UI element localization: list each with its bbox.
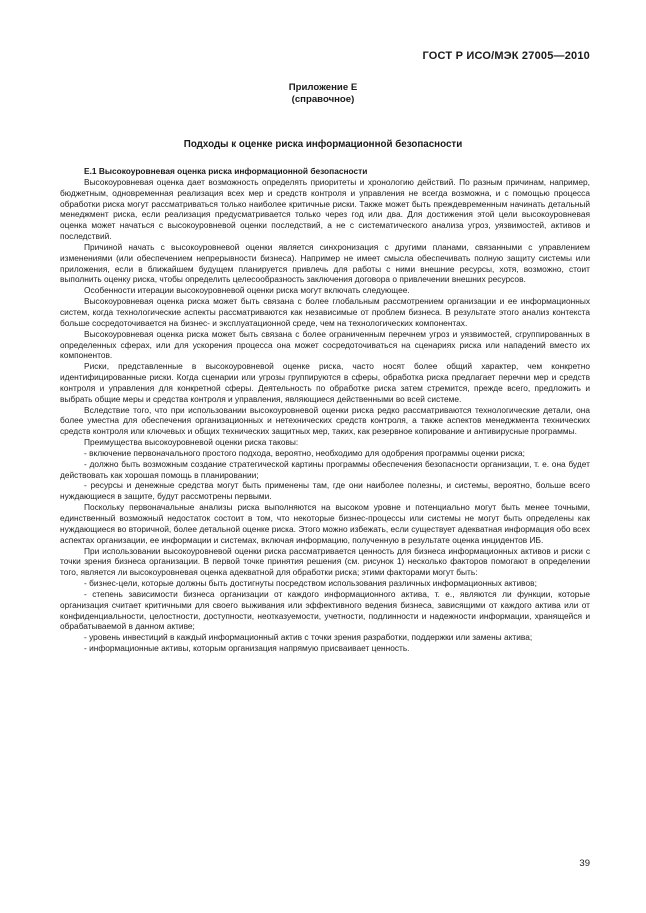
paragraph: Поскольку первоначальные анализы риска выполняются на высоком уровне и потенциально могут быть менее точными, единственный возможный недостаток состоит в том, что некоторые бизнес-процессы или системы не могут быть определены как нуждающиеся во вторичной, более детальной оценке риска. Этого можно избежать, если существует адекватная информация обо всех аспектах организации, ее информации и системах, включая информацию, полученную в результате оценка инцидентов ИБ. <box>60 502 590 545</box>
paragraph: Высокоуровневая оценка риска может быть связана с более глобальным рассмотрением организации и ее информационных систем, когда технологические аспекты рассматриваются как независимые от проблем бизнеса. В результате этого анализ контекста больше сосредоточивается на бизнес- и эксплуатационной среде, чем на технологических компонентах. <box>60 296 590 328</box>
page-number: 39 <box>579 858 590 869</box>
paragraph: Высокоуровневая оценка риска может быть связана с более ограниченным перечнем угроз и уязвимостей, сгруппированных в определенных сферах, или для ускорения процесса она может сосредоточиваться на сценариях риска или нападений вместо их компонентов. <box>60 328 590 361</box>
body-text <box>60 166 590 654</box>
paragraph: Риски, представленные в высокоуровневой оценке риска, часто носят более общий характер, чем конкретно идентифицированные риски. Когда сценарии или угрозы группируются в сферы, обработка риска предлагает перечни мер и средств контроля и управления для конкретной сферы. Деятельность по обработке риска затем стремится, прежде всего, предложить и выбрать общие меры и средства контроля и управления, являющиеся действенными во всей системе. <box>60 361 590 404</box>
paragraph: Вследствие того, что при использовании высокоуровневой оценки риска редко рассматриваются технологические детали, она более уместна для обеспечения организационных и нетехнических средств контроля, а также аспектов менеджмента технических средств контроля или ключевых и общих технических защитных мер, таких, как резервное копирование и антивирусные программы. <box>60 404 590 437</box>
paragraph: Высокоуровневая оценка дает возможность определять приоритеты и хронологию действий. По разным причинам, например, бюджетным, одновременная реализация всех мер и средств контроля и управления не всегда возможна, и с помощью процесса обработки риска могут рассматриваться только наиболее критичные риски. Также может быть преждевременным начинать детальный менеджмент риска, если реализация предусматривается только через год или два. Для достижения этой цели высокоуровневая оценка может начаться с высокоуровневой оценки последствий, а не с систематического анализа угроз, уязвимостей, активов и последствий. <box>60 176 590 242</box>
appendix-title: Приложение Е <box>288 82 358 93</box>
paragraph: При использовании высокоуровневой оценки риска рассматривается ценность для бизнеса информационных активов и риски с точки зрения бизнеса организации. В первой точке принятия решения (см. рисунок 1) несколько факторов помогают в определении того, является ли высокоуровневая оценка адекватной для обработки риска; этими факторами могут быть: <box>60 545 590 578</box>
main-title: Подходы к оценке риска информационной безопасности <box>183 139 463 150</box>
list-item: - должно быть возможным создание стратегической картины программы обеспечения безопасности организации, т. е. она будет действовать как хорошая помощь в планировании; <box>60 458 590 480</box>
paragraph: Особенности итерации высокоуровневой оценки риска могут включать следующее. <box>84 285 410 296</box>
list-item: - ресурсы и денежные средства могут быть применены там, где они наиболее полезны, и системы, вероятно, больше всего нуждающиеся в защите, будут рассмотрены первыми. <box>60 480 590 502</box>
paragraph: Причиной начать с высокоуровневой оценки является синхронизация с другими планами, связанными с управлением изменениями (или обеспечением непрерывности бизнеса). Например не имеет смысла обеспечивать полную защиту системы или приложения, если в ближайшем будущем планируется привлечь для работы с ними внешние ресурсы, хотя, возможно, стоит выполнить оценку риска, чтобы определить целесообразность заключения договора о привлечении внешних ресурсов. <box>60 241 590 285</box>
list-item: - степень зависимости бизнеса организации от каждого информационного актива, т. е., являются ли функции, которые организация считает критичными для своего выживания или эффективного ведения бизнеса, зависящими от каждого актива или от конфиденциальности, целостности, доступности, неотказуемости, учетности, подлинности и надежности информации, хранящейся и обрабатываемой в данном активе; <box>60 588 590 632</box>
paragraph: Преимущества высокоуровневой оценки риска таковы: <box>84 437 299 448</box>
appendix-heading <box>0 82 646 106</box>
section-heading: Е.1 Высокоуровневая оценка риска информационной безопасности <box>84 166 368 176</box>
document-header: ГОСТ Р ИСО/МЭК 27005—2010 <box>422 50 590 62</box>
list-item: - информационные активы, которым организация напрямую присваивает ценность. <box>84 643 410 654</box>
appendix-subtitle: (справочное) <box>291 94 355 105</box>
list-item: - уровень инвестиций в каждый информационный актив с точки зрения разработки, поддержки или замены актива; <box>84 632 533 643</box>
list-item: - включение первоначального простого подхода, вероятно, необходимо для одобрения программы оценки риска; <box>84 447 525 458</box>
list-item: - бизнес-цели, которые должны быть достигнуты посредством использования различных информационных активов; <box>84 578 537 589</box>
